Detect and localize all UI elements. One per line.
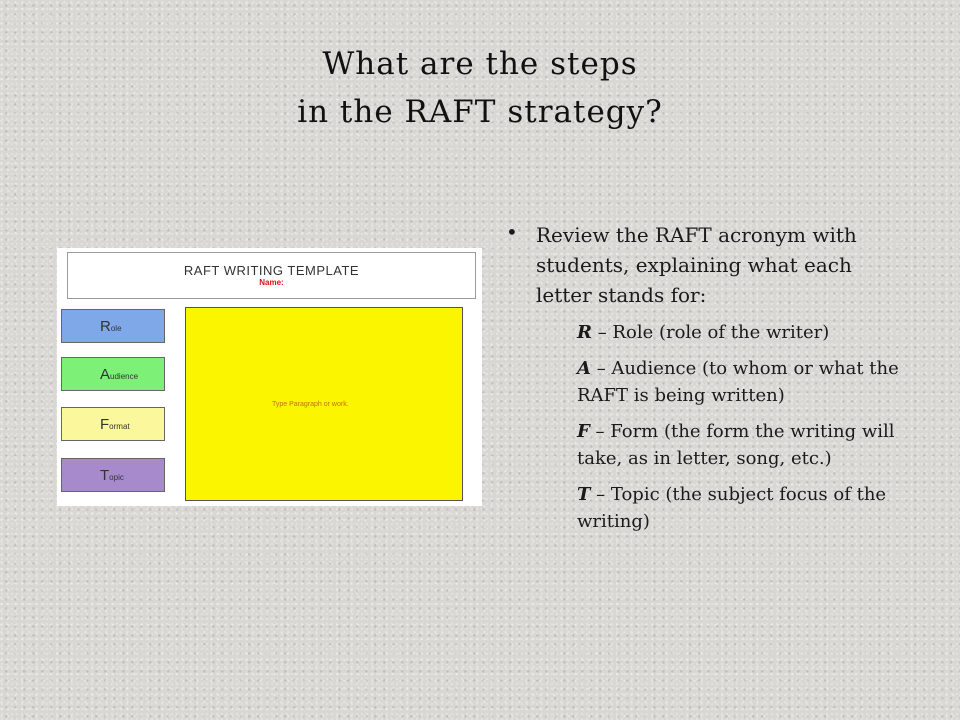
title-line-1: What are the steps	[322, 46, 638, 82]
template-box-role	[61, 309, 165, 343]
box-letter: F	[100, 415, 110, 433]
sub-bullet-text: – Form (the form the writing will take, as in letter, song, etc.)	[577, 421, 895, 469]
title-line-2: in the RAFT strategy?	[297, 94, 663, 130]
sub-bullet-text: – Audience (to whom or what the RAFT is being written)	[577, 358, 899, 406]
box-letter: A	[100, 365, 111, 383]
box-rest: ole	[110, 323, 122, 333]
template-heading: RAFT WRITING TEMPLATE	[183, 263, 360, 278]
template-box-format	[61, 407, 165, 441]
sub-bullet-form	[506, 418, 906, 472]
raft-template-image	[57, 248, 482, 506]
sub-bullet-text: – Topic (the subject focus of the writing)	[577, 484, 887, 532]
template-name-label: Name:	[259, 278, 284, 287]
main-bullet-text: Review the RAFT acronym with students, explaining what each letter stands for:	[536, 223, 857, 307]
box-letter: R	[100, 317, 111, 335]
sub-bullet-letter: F	[577, 421, 590, 442]
template-box-audience	[61, 357, 165, 391]
box-rest: ormat	[109, 421, 130, 431]
template-box-topic	[61, 458, 165, 492]
sub-bullet-list	[506, 319, 906, 535]
box-rest: udience	[110, 371, 139, 381]
sub-bullet-topic	[506, 481, 906, 535]
sub-bullet-letter: A	[577, 358, 591, 379]
bullet-dot-icon: •	[506, 220, 518, 244]
slide-title	[0, 40, 960, 136]
sub-bullet-text: – Role (role of the writer)	[597, 322, 830, 343]
main-bullet	[506, 220, 906, 310]
sub-bullet-letter: T	[577, 484, 591, 505]
sub-bullet-audience	[506, 355, 906, 409]
box-letter: T	[100, 466, 110, 484]
box-rest: opic	[109, 472, 124, 482]
sub-bullet-role	[506, 319, 906, 346]
writing-area-placeholder: Type Paragraph or work.	[272, 401, 349, 408]
template-writing-area	[185, 307, 463, 501]
sub-bullet-letter: R	[577, 322, 592, 343]
template-header	[67, 252, 476, 299]
bullet-content	[506, 220, 906, 544]
